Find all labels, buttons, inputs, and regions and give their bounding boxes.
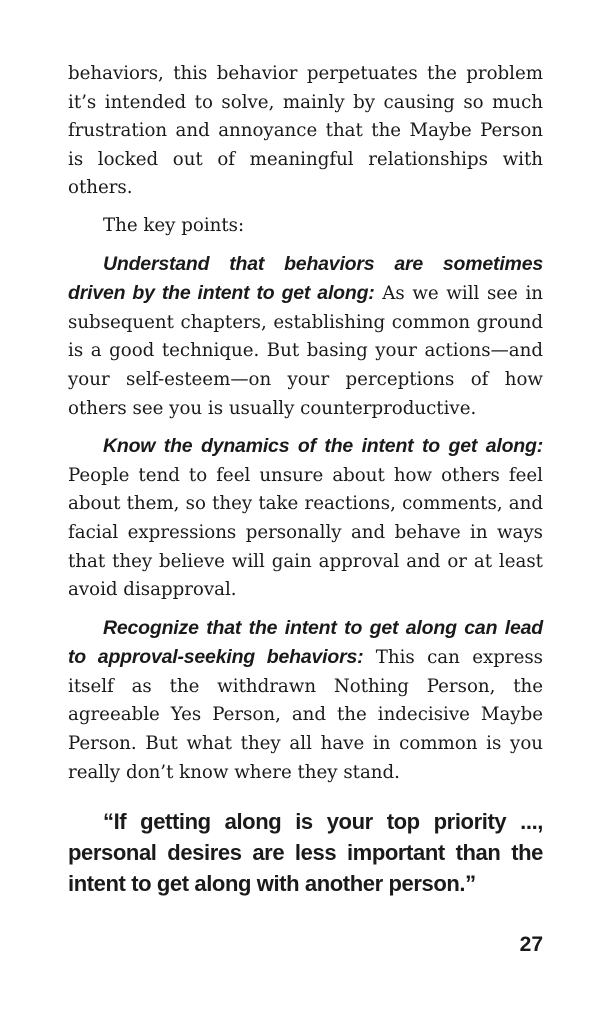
page-number: 27 — [519, 933, 543, 956]
key-point-paragraph — [68, 432, 543, 605]
key-point-lead: Know the dynamics of the intent to get along: — [103, 435, 543, 458]
key-point-text: As we will see in subsequent chapters, establishing common ground is a good technique. But basing your actions—and your self-esteem—on your perceptions of how others see you is usually counterproductive. — [68, 283, 543, 419]
continuation-paragraph: behaviors, this behavior perpetuates the problem it’s intended to solve, mainly by causing so much frustration and annoyance that the Maybe Person is locked out of meaningful relationships with others. — [68, 63, 543, 199]
key-point-text: This can express itself as the withdrawn Nothing Person, the agreeable Yes Person, and the indecisive Maybe Person. But what they all have in common is you really don’t know where they stand. — [68, 647, 544, 783]
page-body — [68, 60, 543, 787]
key-point-paragraph — [68, 614, 543, 788]
key-point-text: People tend to feel unsure about how others feel about them, so they take reactions, comments, and facial expressions personally and behave in ways that they believe will gain approval and or at least avoid disapproval. — [68, 464, 543, 601]
key-points-intro: The key points: — [103, 214, 245, 236]
pull-quote: “If getting along is your top priority ..., personal desires are less important than the intent to get along with another person.” — [68, 809, 543, 896]
key-point-paragraph — [68, 250, 543, 424]
key-point-lead: Recognize that the intent to get along can lead to approval-seeking behaviors: — [68, 616, 543, 669]
key-point-lead: Understand that behaviors are sometimes driven by the intent to get along: — [68, 252, 543, 305]
